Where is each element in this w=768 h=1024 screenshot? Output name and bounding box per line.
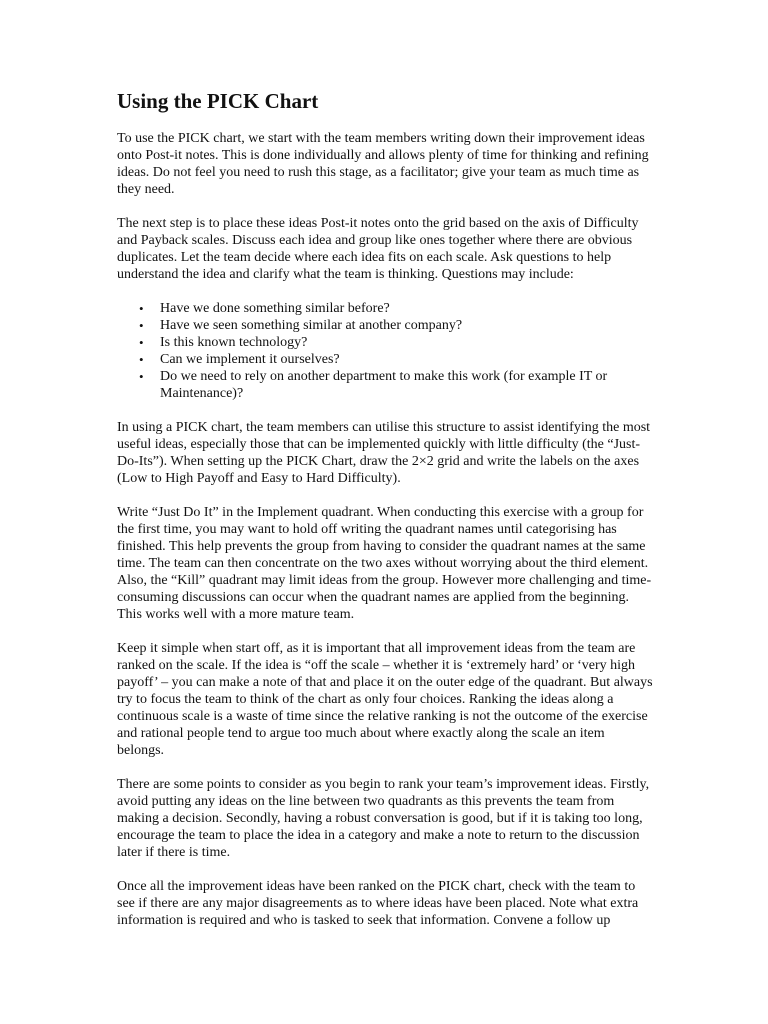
bullet-icon: • (139, 301, 144, 316)
list-item (139, 351, 655, 368)
list-item (139, 368, 655, 402)
list-item (139, 300, 655, 317)
paragraph-intro: To use the PICK chart, we start with the team members writing down their improvement ideas onto Post-it notes. This is done individually and allows plenty of time for thinking and refining ideas. Do not feel you need to rush this stage, as a facilitator; give your team as much time as they need. (117, 131, 649, 197)
document-title: Using the PICK Chart (117, 89, 319, 113)
paragraph-using-pick: In using a PICK chart, the team members can utilise this structure to assist identifying the most useful ideas, especially those that can be implemented quickly with little difficulty (the “Just-Do-Its”). When setting up the PICK Chart, draw the 2×2 grid and write the labels on the axes (Low to High Payoff and Easy to Hard Difficulty). (117, 420, 651, 486)
list-item-text: Have we done something similar before? (160, 301, 390, 316)
list-item (139, 317, 655, 334)
paragraph-once-ranked: Once all the improvement ideas have been ranked on the PICK chart, check with the team to see if there are any major disagreements as to where ideas have been placed. Note what extra information is required and who is tasked to seek that information. Convene a follow up (117, 879, 639, 928)
list-item-text: Is this known technology? (160, 335, 308, 350)
document-page (117, 88, 655, 946)
bullet-icon: • (139, 318, 144, 333)
list-item-text: Can we implement it ourselves? (160, 352, 340, 367)
list-item (139, 334, 655, 351)
list-item-text: Have we seen something similar at another company? (160, 318, 463, 333)
paragraph-keep-simple: Keep it simple when start off, as it is important that all improvement ideas from the team are ranked on the scale. If the idea is “off the scale – whether it is ‘extremely hard’ or ‘very high payoff’ – you can make a note of that and place it on the outer edge of the quadrant. But always try to focus the team to think of the chart as only four choices. Ranking the ideas along a continuous scale is a waste of time since the relative ranking is not the outcome of the exercise and rational people tend to argue too much about where exactly along the scale an item belongs. (117, 641, 653, 758)
bullet-icon: • (139, 352, 144, 367)
questions-list (117, 300, 655, 402)
bullet-icon: • (139, 369, 144, 384)
list-item-text: Do we need to rely on another department to make this work (for example IT or Maintenance)? (160, 369, 608, 401)
paragraph-points-to-consider: There are some points to consider as you begin to rank your team’s improvement ideas. Firstly, avoid putting any ideas on the line between two quadrants as this prevents the team from making a decision. Secondly, having a robust conversation is good, but if it is taking too long, encourage the team to place the idea in a category and make a note to return to the discussion later if there is time. (117, 777, 650, 860)
bullet-icon: • (139, 335, 144, 350)
paragraph-just-do-it: Write “Just Do It” in the Implement quadrant. When conducting this exercise with a group for the first time, you may want to hold off writing the quadrant names until categorising has finished. This help prevents the group from having to consider the quadrant names at the same time. The team can then concentrate on the two axes without worrying about the third element. Also, the “Kill” quadrant may limit ideas from the group. However more challenging and time-consuming discussions can occur when the quadrant names are applied from the beginning. This works well with a more mature team. (117, 505, 652, 622)
paragraph-next-step: The next step is to place these ideas Post-it notes onto the grid based on the axis of Difficulty and Payback scales. Discuss each idea and group like ones together where there are obvious duplicates. Let the team decide where each idea fits on each scale. Ask questions to help understand the idea and clarify what the team is thinking. Questions may include: (117, 216, 639, 282)
